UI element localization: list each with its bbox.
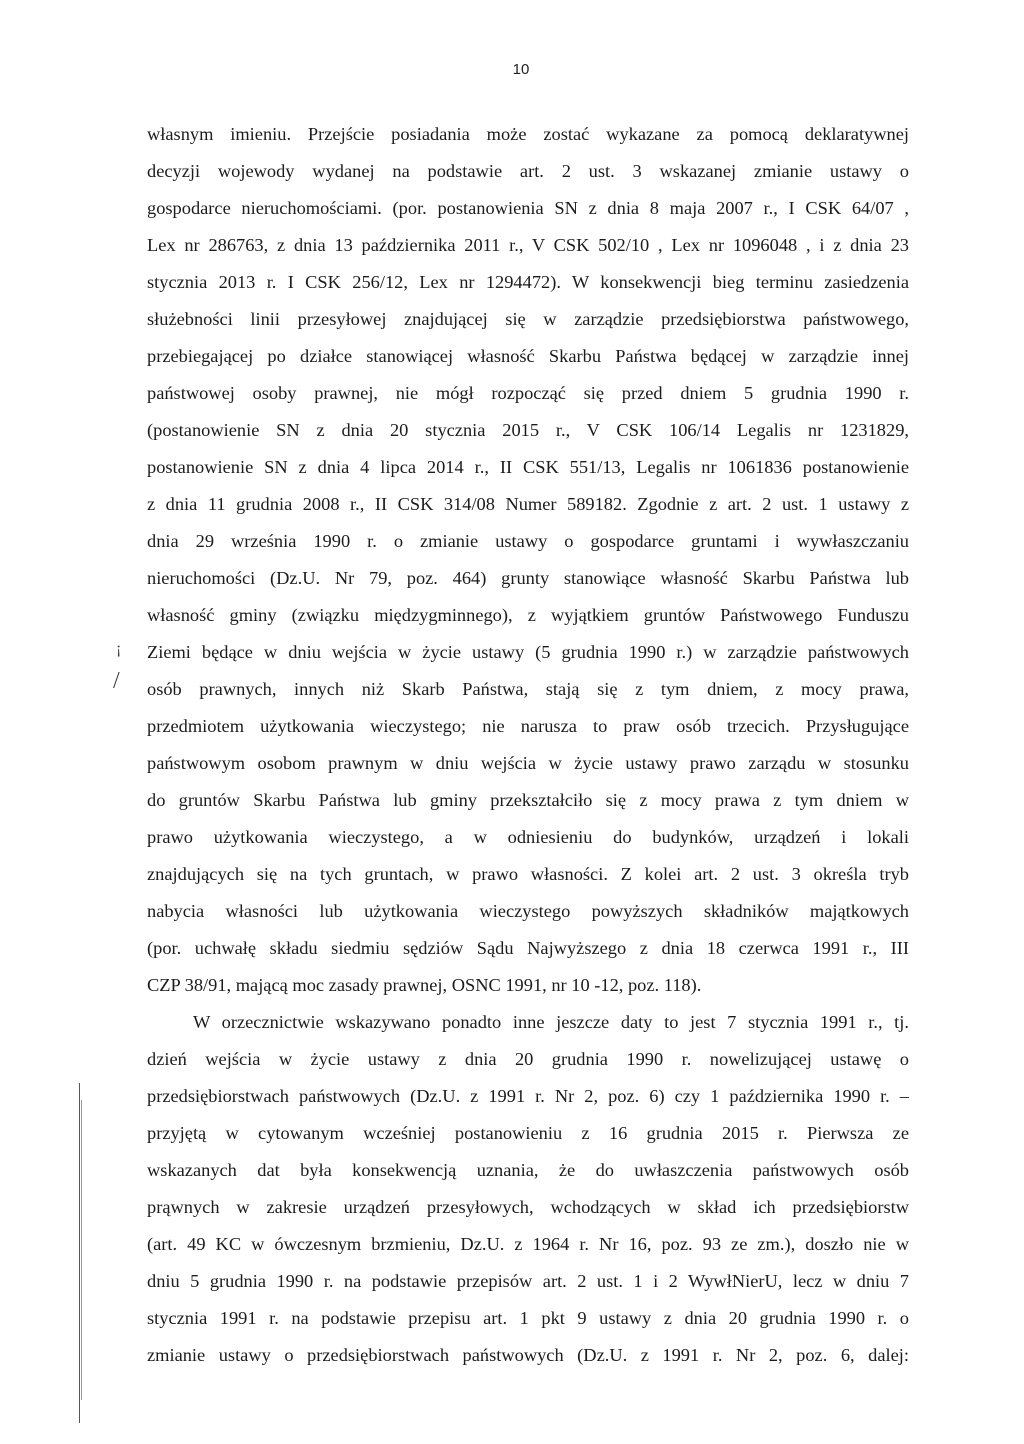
text-line: dnia 29 września 1990 r. o zmianie ustawy o gospodarce gruntami i wywłaszczaniu [147,531,909,551]
text-line: nieruchomości (Dz.U. Nr 79, poz. 464) grunty stanowiące własność Skarbu Państwa lub [147,568,909,588]
page-number: 10 [512,61,530,78]
text-line: CZP 38/91, mającą moc zasady prawnej, OSNC 1991, nr 10 -12, poz. 118). [147,975,702,995]
binding-line [81,1100,82,1400]
text-line: (por. uchwałę składu siedmiu sędziów Sądu Najwyższego z dnia 18 czerwca 1991 r., III [147,938,909,958]
text-line: Lex nr 286763, z dnia 13 października 2011 r., V CSK 502/10 , Lex nr 1096048 , i z dnia 23 [147,235,909,255]
text-line: do gruntów Skarbu Państwa lub gminy przekształciło się z mocy prawa z tym dniem w [147,790,909,810]
text-line: zmianie ustawy o przedsiębiorstwach państwowych (Dz.U. z 1991 r. Nr 2, poz. 6, dalej: [147,1345,909,1365]
text-line: przyjętą w cytowanym wcześniej postanowieniu z 16 grudnia 2015 r. Pierwsza ze [147,1123,909,1143]
text-line: stycznia 2013 r. I CSK 256/12, Lex nr 1294472). W konsekwencji bieg terminu zasiedzenia [147,272,909,292]
text-line: stycznia 1991 r. na podstawie przepisu art. 1 pkt 9 ustawy z dnia 20 grudnia 1990 r. o [147,1308,909,1328]
text-line: gospodarce nieruchomościami. (por. postanowienia SN z dnia 8 maja 2007 r., I CSK 64/07 , [147,198,909,218]
text-line: dniu 5 grudnia 1990 r. na podstawie przepisów art. 2 ust. 1 i 2 WywłNierU, lecz w dniu 7 [147,1271,909,1291]
text-line: prąwnych w zakresie urządzeń przesyłowych, wchodzących w skład ich przedsiębiorstw [147,1197,909,1217]
text-line: państwowej osoby prawnej, nie mógł rozpocząć się przed dniem 5 grudnia 1990 r. [147,383,909,403]
margin-mark: / [113,668,120,694]
text-line: przedmiotem użytkowania wieczystego; nie narusza to praw osób trzecich. Przysługujące [147,716,909,736]
text-line: własnym imieniu. Przejście posiadania może zostać wykazane za pomocą deklaratywnej [147,124,909,144]
text-line: wskazanych dat była konsekwencją uznania, że do uwłaszczenia państwowych osób [147,1160,909,1180]
text-line: państwowym osobom prawnym w dniu wejścia w życie ustawy prawo zarządu w stosunku [147,753,909,773]
text-line: (postanowienie SN z dnia 20 stycznia 2015 r., V CSK 106/14 Legalis nr 1231829, [147,420,909,440]
text-line: znajdujących się na tych gruntach, w prawo własności. Z kolei art. 2 ust. 3 określa tryb [147,864,909,884]
text-line: postanowienie SN z dnia 4 lipca 2014 r., II CSK 551/13, Legalis nr 1061836 postanowienie [147,457,909,477]
text-line: osób prawnych, innych niż Skarb Państwa, stają się z tym dniem, z mocy prawa, [147,679,909,699]
text-line: W orzecznictwie wskazywano ponadto inne jeszcze daty to jest 7 stycznia 1991 r., tj. [193,1012,909,1032]
text-line: służebności linii przesyłowej znajdującej się w zarządzie przedsiębiorstwa państwowego, [147,309,909,329]
text-line: (art. 49 KC w ówczesnym brzmieniu, Dz.U. z 1964 r. Nr 16, poz. 93 ze zm.), doszło nie w [147,1234,909,1254]
text-line: przedsiębiorstwach państwowych (Dz.U. z 1991 r. Nr 2, poz. 6) czy 1 października 1990 r. – [147,1086,909,1106]
text-line: własność gminy (związku międzygminnego), z wyjątkiem gruntów Państwowego Funduszu [147,605,909,625]
binding-line [79,1083,80,1423]
text-line: prawo użytkowania wieczystego, a w odniesieniu do budynków, urządzeń i lokali [147,827,909,847]
text-line: przebiegającej po działce stanowiącej własność Skarbu Państwa będącej w zarządzie innej [147,346,909,366]
text-line: dzień wejścia w życie ustawy z dnia 20 grudnia 1990 r. nowelizującej ustawę o [147,1049,909,1069]
text-line: decyzji wojewody wydanej na podstawie art. 2 ust. 3 wskazanej zmianie ustawy o [147,161,909,181]
margin-mark: ¡ [116,640,122,657]
text-line: nabycia własności lub użytkowania wieczystego powyższych składników majątkowych [147,901,909,921]
text-line: Ziemi będące w dniu wejścia w życie ustawy (5 grudnia 1990 r.) w zarządzie państwowych [147,642,909,662]
text-line: z dnia 11 grudnia 2008 r., II CSK 314/08 Numer 589182. Zgodnie z art. 2 ust. 1 ustawy z [147,494,909,514]
